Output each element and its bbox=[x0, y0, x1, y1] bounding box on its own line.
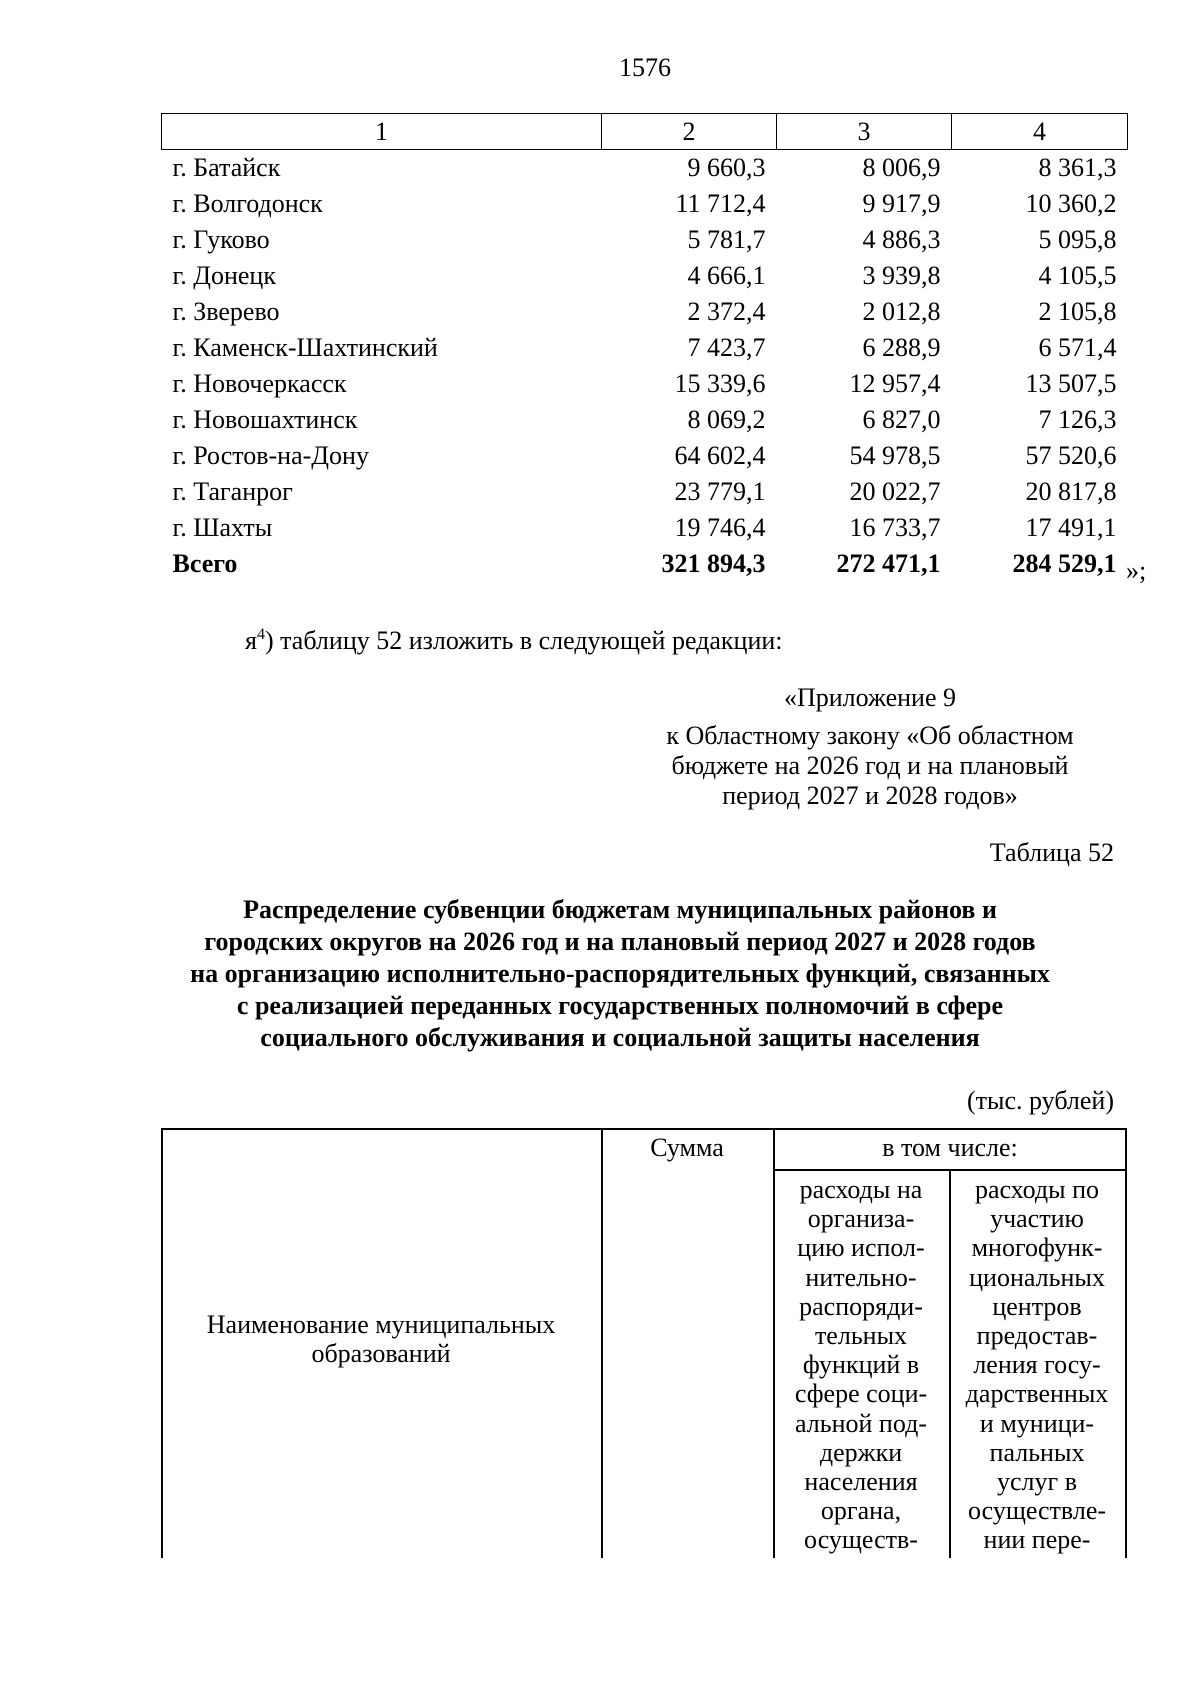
table-cell: 57 520,6 bbox=[1025, 441, 1117, 471]
column-number: 4 bbox=[952, 114, 1128, 150]
table-cell: 5 781,7 bbox=[687, 225, 766, 255]
border-line bbox=[601, 1128, 603, 1558]
title-line: городских округов на 2026 год и на плановый период 2027 и 2028 годов bbox=[204, 927, 1036, 956]
municipality-name: г. Новочеркасск bbox=[172, 369, 347, 399]
border-line bbox=[1125, 1128, 1127, 1558]
appendix-line: «Приложение 9 bbox=[783, 683, 957, 712]
header-text: осуществ- bbox=[804, 1525, 918, 1555]
municipality-name: г. Ростов-на-Дону bbox=[172, 441, 369, 471]
header-text: сфере соци- bbox=[794, 1379, 928, 1409]
table-cell: 7 126,3 bbox=[1038, 405, 1117, 435]
table-cell: 8 069,2 bbox=[687, 405, 766, 435]
table-row bbox=[162, 186, 1128, 222]
table-cell: 7 423,7 bbox=[687, 333, 766, 363]
header-text: центров bbox=[992, 1291, 1082, 1321]
table-cell: 6 827,0 bbox=[862, 405, 941, 435]
municipality-name: г. Гуково bbox=[172, 225, 270, 255]
table-cell: 3 939,8 bbox=[862, 261, 941, 291]
column-header-sub2 bbox=[949, 1175, 1125, 1555]
total-label: Всего bbox=[172, 549, 238, 579]
appendix-line: период 2027 и 2028 годов» bbox=[722, 781, 1018, 810]
instruction-text: ) таблицу 52 изложить в следующей редакции: bbox=[264, 626, 783, 655]
municipality-name: г. Новошахтинск bbox=[172, 405, 358, 435]
border-line bbox=[161, 1128, 1127, 1130]
municipality-name: г. Донецк bbox=[172, 261, 276, 291]
table-row bbox=[162, 438, 1128, 474]
continuation-table bbox=[161, 113, 1128, 582]
column-number-row bbox=[162, 114, 1128, 150]
header-text: цию испол- bbox=[797, 1233, 925, 1263]
table-cell: 9 660,3 bbox=[687, 153, 766, 183]
table-label: Таблица 52 bbox=[989, 838, 1114, 867]
column-header-name bbox=[161, 1310, 601, 1368]
municipality-name: г. Батайск bbox=[172, 153, 281, 183]
header-text: расходы по bbox=[974, 1175, 1100, 1204]
table-cell: 8 006,9 bbox=[862, 153, 941, 183]
header-text: расходы на bbox=[799, 1175, 923, 1204]
table-cell: 11 712,4 bbox=[675, 189, 766, 219]
instruction-prefix: я bbox=[245, 626, 257, 655]
header-text: функций в bbox=[802, 1350, 920, 1380]
header-text: ления госу- bbox=[973, 1350, 1101, 1380]
table-row bbox=[162, 150, 1128, 187]
table-row bbox=[162, 510, 1128, 546]
municipality-name: г. Таганрог bbox=[172, 477, 293, 507]
header-text: Наименование муниципальных bbox=[206, 1310, 556, 1339]
table-cell: 54 978,5 bbox=[849, 441, 941, 471]
table-row bbox=[162, 474, 1128, 510]
header-text: услуг в bbox=[997, 1467, 1077, 1497]
closing-quote: »; bbox=[1126, 556, 1147, 585]
header-text: циональных bbox=[969, 1262, 1105, 1292]
header-text: органа, bbox=[820, 1496, 902, 1526]
table-cell: 15 339,6 bbox=[674, 369, 766, 399]
table-row bbox=[162, 258, 1128, 294]
table-cell: 4 666,1 bbox=[687, 261, 766, 291]
column-number: 2 bbox=[602, 114, 777, 150]
header-text: многофунк- bbox=[971, 1233, 1103, 1263]
table-row bbox=[162, 330, 1128, 366]
table-cell: 2 105,8 bbox=[1038, 297, 1117, 327]
column-header-sum: Сумма bbox=[650, 1133, 724, 1162]
table-cell: 10 360,2 bbox=[1025, 189, 1117, 219]
title-line: социального обслуживания и социальной защиты населения bbox=[260, 1023, 980, 1052]
table-cell: 9 917,9 bbox=[862, 189, 941, 219]
table-row bbox=[162, 366, 1128, 402]
table-row bbox=[162, 402, 1128, 438]
table-cell: 16 733,7 bbox=[849, 513, 941, 543]
municipality-name: г. Зверево bbox=[172, 297, 280, 327]
title-line: с реализацией переданных государственных полномочий в сфере bbox=[236, 991, 1004, 1020]
header-text: предостав- bbox=[976, 1321, 1098, 1351]
distribution-table-header bbox=[161, 1128, 1127, 1558]
header-text: нительно- bbox=[805, 1262, 917, 1292]
table-cell: 6 288,9 bbox=[862, 333, 941, 363]
header-text: населения bbox=[804, 1467, 918, 1497]
header-text: участию bbox=[990, 1204, 1084, 1234]
total-cell: 284 529,1 bbox=[1012, 549, 1117, 579]
table-cell: 5 095,8 bbox=[1038, 225, 1117, 255]
table-row bbox=[162, 222, 1128, 258]
table-cell: 2 372,4 bbox=[687, 297, 766, 327]
table-cell: 13 507,5 bbox=[1025, 369, 1117, 399]
header-text: нии пере- bbox=[983, 1525, 1091, 1555]
header-text: осуществле- bbox=[967, 1496, 1107, 1526]
total-cell: 272 471,1 bbox=[836, 549, 941, 579]
amendment-instruction bbox=[245, 625, 783, 656]
municipality-name: г. Шахты bbox=[172, 513, 273, 543]
column-number: 1 bbox=[162, 114, 602, 150]
municipality-name: г. Каменск-Шахтинский bbox=[172, 333, 438, 363]
table-cell: 20 817,8 bbox=[1025, 477, 1117, 507]
header-text: и муници- bbox=[979, 1408, 1095, 1438]
header-text: организа- bbox=[807, 1204, 915, 1234]
column-header-sub1 bbox=[773, 1175, 949, 1555]
table-title bbox=[130, 894, 1110, 1054]
total-row bbox=[162, 546, 1128, 582]
title-line: на организацию исполнительно-распорядительных функций, связанных bbox=[190, 959, 1050, 988]
header-text: распоряди- bbox=[799, 1291, 923, 1321]
header-text: альной под- bbox=[795, 1408, 927, 1438]
table-cell: 12 957,4 bbox=[849, 369, 941, 399]
header-text: пальных bbox=[989, 1437, 1085, 1467]
table-cell: 6 571,4 bbox=[1038, 333, 1117, 363]
table-cell: 20 022,7 bbox=[849, 477, 941, 507]
units-label: (тыс. рублей) bbox=[966, 1086, 1114, 1115]
table-cell: 64 602,4 bbox=[674, 441, 766, 471]
table-cell: 2 012,8 bbox=[862, 297, 941, 327]
appendix-line: к Областному закону «Об областном bbox=[666, 721, 1074, 750]
header-text: тельных bbox=[814, 1321, 908, 1351]
title-line: Распределение субвенции бюджетам муниципальных районов и bbox=[243, 895, 997, 924]
table-cell: 17 491,1 bbox=[1025, 513, 1117, 543]
appendix-line: бюджете на 2026 год и на плановый bbox=[671, 751, 1069, 780]
table-cell: 4 105,5 bbox=[1038, 261, 1117, 291]
table-cell: 4 886,3 bbox=[862, 225, 941, 255]
header-text: держки bbox=[819, 1437, 903, 1467]
total-cell: 321 894,3 bbox=[661, 549, 766, 579]
column-header-including: в том числе: bbox=[882, 1133, 1018, 1162]
border-line bbox=[773, 1169, 1127, 1171]
header-text: образований bbox=[311, 1339, 451, 1369]
header-text: дарственных bbox=[965, 1379, 1109, 1409]
instruction-superscript: 4 bbox=[256, 626, 265, 643]
table-cell: 19 746,4 bbox=[674, 513, 766, 543]
appendix-reference bbox=[640, 683, 1100, 811]
municipality-name: г. Волгодонск bbox=[172, 189, 323, 219]
page-number: 1576 bbox=[619, 53, 671, 82]
column-number: 3 bbox=[777, 114, 952, 150]
table-cell: 8 361,3 bbox=[1038, 153, 1117, 183]
table-row bbox=[162, 294, 1128, 330]
table-cell: 23 779,1 bbox=[674, 477, 766, 507]
